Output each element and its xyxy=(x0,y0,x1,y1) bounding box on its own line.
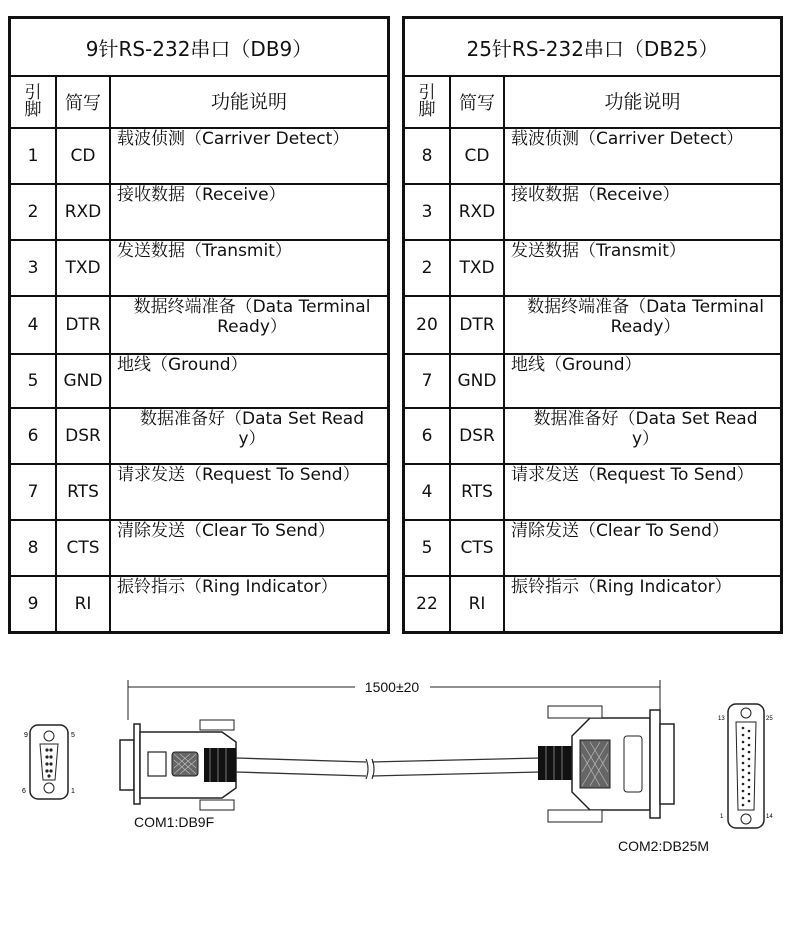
header-desc: 功能说明 xyxy=(503,77,780,127)
signal-abbr: DTR xyxy=(55,297,109,353)
table-row xyxy=(11,185,387,241)
signal-description xyxy=(503,297,780,353)
description-line: 清除发送（Clear To Send） xyxy=(117,521,335,541)
signal-abbr: CD xyxy=(55,129,109,183)
table-row xyxy=(405,465,780,521)
description-line: 数据准备好（Data Set Read xyxy=(533,409,758,429)
table-row xyxy=(11,297,387,355)
signal-abbr: RI xyxy=(55,577,109,631)
db9-table-title: 9针RS-232串口（DB9） xyxy=(11,19,387,77)
description-line: 数据终端准备（Data Terminal xyxy=(133,297,371,317)
table-row xyxy=(405,129,780,185)
header-abbr: 简写 xyxy=(55,77,109,127)
pin-number: 8 xyxy=(27,538,39,558)
com2-label: COM2:DB25M xyxy=(618,838,710,854)
svg-text:6: 6 xyxy=(22,788,26,795)
pin-number: 8 xyxy=(421,146,433,166)
signal-abbr: RTS xyxy=(449,465,503,519)
description-line: 接收数据（Receive） xyxy=(511,185,680,205)
signal-description xyxy=(109,355,387,407)
length-label: 1500±20 xyxy=(364,679,420,695)
header-pin xyxy=(405,77,449,127)
signal-description xyxy=(503,185,780,239)
description-line: 请求发送（Request To Send） xyxy=(511,465,754,485)
signal-abbr: RI xyxy=(449,577,503,631)
signal-description xyxy=(503,465,780,519)
description-line: 发送数据（Transmit） xyxy=(511,241,686,261)
signal-abbr: TXD xyxy=(449,241,503,295)
description-line: y） xyxy=(631,429,660,449)
signal-abbr: DSR xyxy=(55,409,109,463)
table-header-row xyxy=(11,77,387,129)
table-row xyxy=(405,355,780,409)
pin-number: 7 xyxy=(27,482,39,502)
description-line: 发送数据（Transmit） xyxy=(117,241,292,261)
pin-number: 4 xyxy=(27,315,39,335)
table-row xyxy=(11,241,387,297)
pin-number: 22 xyxy=(416,594,438,614)
pin-number: 3 xyxy=(27,258,39,278)
signal-abbr: TXD xyxy=(55,241,109,295)
signal-abbr: CTS xyxy=(55,521,109,575)
svg-text:1: 1 xyxy=(71,788,75,795)
description-line: 载波侦测（Carriver Detect） xyxy=(117,129,350,149)
pin-number: 3 xyxy=(421,202,433,222)
svg-text:9: 9 xyxy=(24,732,28,739)
table-row xyxy=(405,521,780,577)
pin-number: 7 xyxy=(421,371,433,391)
table-header-row xyxy=(405,77,780,129)
description-line: 振铃指示（Ring Indicator） xyxy=(511,577,732,597)
header-pin-char: 脚 xyxy=(418,100,436,120)
signal-abbr: CD xyxy=(449,129,503,183)
signal-abbr: GND xyxy=(449,355,503,407)
signal-abbr: RXD xyxy=(449,185,503,239)
description-line: 接收数据（Receive） xyxy=(117,185,286,205)
table-row xyxy=(11,577,387,631)
header-abbr: 简写 xyxy=(449,77,503,127)
pin-number: 9 xyxy=(27,594,39,614)
svg-text:25: 25 xyxy=(766,716,773,722)
signal-abbr: CTS xyxy=(449,521,503,575)
db25-front-view-icon xyxy=(718,704,773,828)
table-row xyxy=(11,465,387,521)
table-row xyxy=(11,409,387,465)
svg-text:1: 1 xyxy=(720,814,724,820)
pin-number: 5 xyxy=(27,371,39,391)
header-pin-char: 引 xyxy=(24,83,42,103)
header-desc: 功能说明 xyxy=(109,77,387,127)
description-line: 清除发送（Clear To Send） xyxy=(511,521,729,541)
signal-abbr: RTS xyxy=(55,465,109,519)
pin-number: 1 xyxy=(27,146,39,166)
table-row xyxy=(11,521,387,577)
description-line: 请求发送（Request To Send） xyxy=(117,465,360,485)
header-pin xyxy=(11,77,55,127)
db25-pinout-table xyxy=(402,16,783,634)
cable-icon xyxy=(236,758,540,779)
description-line: 地线（Ground） xyxy=(511,355,642,375)
table-row xyxy=(11,129,387,185)
signal-description xyxy=(109,297,387,353)
svg-text:14: 14 xyxy=(766,814,773,820)
pin-number: 6 xyxy=(27,426,39,446)
pin-number: 4 xyxy=(421,482,433,502)
pin-number: 2 xyxy=(27,202,39,222)
description-line: 振铃指示（Ring Indicator） xyxy=(117,577,338,597)
signal-description xyxy=(109,577,387,631)
signal-description xyxy=(503,241,780,295)
pin-number: 5 xyxy=(421,538,433,558)
pin-number: 6 xyxy=(421,426,433,446)
signal-description xyxy=(503,577,780,631)
signal-description xyxy=(503,129,780,183)
header-pin-char: 脚 xyxy=(24,100,42,120)
signal-description xyxy=(109,185,387,239)
db9-front-view-icon xyxy=(22,725,75,799)
signal-description xyxy=(109,241,387,295)
table-row xyxy=(405,185,780,241)
svg-text:5: 5 xyxy=(71,732,75,739)
description-line: 数据准备好（Data Set Read xyxy=(139,409,365,429)
table-row xyxy=(11,355,387,409)
cable-drawing xyxy=(0,640,790,926)
signal-abbr: DSR xyxy=(449,409,503,463)
table-row xyxy=(405,577,780,631)
description-line: Ready） xyxy=(217,317,287,337)
description-line: 地线（Ground） xyxy=(117,355,248,375)
table-row xyxy=(405,241,780,297)
signal-description xyxy=(109,465,387,519)
signal-abbr: RXD xyxy=(55,185,109,239)
table-divider xyxy=(388,16,390,614)
signal-abbr: GND xyxy=(55,355,109,407)
header-pin-char: 引 xyxy=(418,83,436,103)
description-line: 数据终端准备（Data Terminal xyxy=(527,297,764,317)
pin-number: 20 xyxy=(416,315,438,335)
signal-abbr: DTR xyxy=(449,297,503,353)
description-line: 载波侦测（Carriver Detect） xyxy=(511,129,744,149)
db25m-connector-icon xyxy=(538,706,674,822)
svg-text:13: 13 xyxy=(718,716,725,722)
description-line: Ready） xyxy=(610,317,681,337)
signal-description xyxy=(503,521,780,575)
table-row xyxy=(405,297,780,355)
com1-label: COM1:DB9F xyxy=(134,814,215,830)
signal-description xyxy=(109,129,387,183)
signal-description xyxy=(109,521,387,575)
signal-description xyxy=(109,409,387,463)
signal-description xyxy=(503,409,780,463)
db9-pinout-table xyxy=(8,16,390,634)
db9f-connector-icon xyxy=(120,720,236,810)
db25-table-title: 25针RS-232串口（DB25） xyxy=(405,19,780,77)
description-line: y） xyxy=(238,429,266,449)
table-row xyxy=(405,409,780,465)
pin-number: 2 xyxy=(421,258,433,278)
signal-description xyxy=(503,355,780,407)
